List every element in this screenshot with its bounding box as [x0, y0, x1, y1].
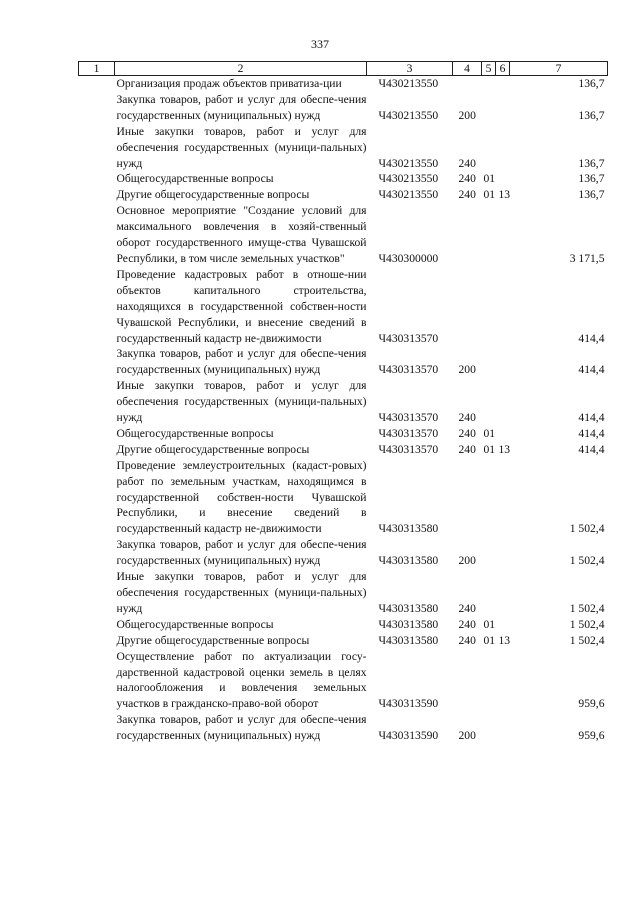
row-name-text: Закупка товаров, работ и услуг для обеспе-чения государственных (муниципальных) нужд	[116, 347, 367, 377]
cell-col-1	[79, 92, 115, 124]
row-name	[115, 569, 367, 617]
table-row	[79, 171, 608, 187]
row-subsection	[496, 458, 510, 538]
header-col-1: 1	[79, 62, 115, 76]
header-col-5: 5	[482, 62, 496, 76]
header-row	[79, 62, 608, 76]
row-section	[482, 267, 496, 347]
row-amount: 136,7	[578, 188, 605, 202]
row-amount: 136,7	[578, 77, 605, 90]
table-row	[79, 649, 608, 713]
row-code: Ч430313590	[378, 729, 439, 743]
row-name-text: Осуществление работ по актуализации госу-дарственной кадастровой оценки земель в целях налогообложения и вовлечения земельных участков в гражданско-право-вой оборот	[116, 649, 367, 711]
table-header	[79, 62, 608, 76]
row-name-text: Иные закупки товаров, работ и услуг для обеспечения государственных (муници-пальных) нужд	[116, 124, 367, 170]
row-section	[482, 537, 496, 569]
row-amount: 414,4	[578, 363, 605, 377]
row-name-text: Закупка товаров, работ и услуг для обеспе-чения государственных (муниципальных) нужд	[116, 538, 367, 568]
header-col-3: 3	[367, 62, 453, 76]
cell-col-1	[79, 171, 115, 187]
row-expense-type	[453, 267, 482, 347]
table-row	[79, 617, 608, 633]
row-code: Ч430213550	[378, 77, 439, 90]
table-row	[79, 458, 608, 538]
row-expense-type: 240	[458, 601, 476, 615]
row-expense-type: 200	[458, 108, 476, 122]
row-name	[115, 426, 367, 442]
row-name-text: Другие общегосударственные вопросы	[116, 442, 310, 456]
row-section: 01	[483, 172, 496, 186]
row-code: Ч430313570	[378, 426, 439, 440]
row-amount: 1 502,4	[569, 601, 605, 615]
row-expense-type	[453, 458, 482, 538]
row-expense-type: 240	[458, 442, 476, 456]
row-code: Ч430300000	[378, 251, 439, 265]
row-code: Ч430213550	[378, 172, 439, 186]
budget-table	[78, 61, 608, 744]
cell-col-1	[79, 617, 115, 633]
row-name	[115, 712, 367, 744]
header-col-2: 2	[115, 62, 367, 76]
row-section: 01	[483, 426, 496, 440]
row-section	[482, 378, 496, 426]
header-col-4: 4	[453, 62, 482, 76]
row-subsection	[496, 649, 510, 713]
table-row	[79, 346, 608, 378]
row-expense-type	[453, 203, 482, 267]
cell-col-1	[79, 649, 115, 713]
row-subsection	[496, 267, 510, 347]
row-code: Ч430313570	[378, 442, 439, 456]
cell-col-1	[79, 633, 115, 649]
row-name	[115, 649, 367, 713]
row-expense-type: 200	[458, 363, 476, 377]
row-code: Ч430213550	[378, 156, 439, 170]
row-expense-type: 200	[458, 729, 476, 743]
row-name-text: Иные закупки товаров, работ и услуг для обеспечения государственных (муници-пальных) нужд	[116, 379, 367, 425]
row-name-text: Проведение кадастровых работ в отноше-нии объектов капитального строительства, находящихся в государственной собствен-ности Чувашской Республики, и внесение сведений в государственный кадастр не-движимости	[116, 267, 367, 345]
row-amount: 136,7	[578, 172, 605, 186]
cell-col-1	[79, 203, 115, 267]
row-section	[482, 124, 496, 172]
row-amount: 414,4	[578, 331, 605, 345]
cell-col-1	[79, 76, 115, 92]
row-code: Ч430313570	[378, 331, 439, 345]
row-name-text: Общегосударственные вопросы	[116, 172, 274, 186]
row-name-text: Закупка товаров, работ и услуг для обеспе-чения государственных (муниципальных) нужд	[116, 713, 367, 743]
row-name-text: Общегосударственные вопросы	[116, 426, 274, 440]
row-code: Ч430313580	[378, 633, 439, 647]
row-section	[482, 76, 496, 92]
row-subsection	[496, 76, 510, 92]
row-name-text: Другие общегосударственные вопросы	[116, 188, 310, 202]
table-row	[79, 76, 608, 92]
table-row	[79, 712, 608, 744]
table-row	[79, 378, 608, 426]
row-code: Ч430313580	[378, 617, 439, 631]
cell-col-1	[79, 712, 115, 744]
row-section: 01	[483, 633, 496, 647]
row-subsection: 13	[498, 188, 511, 202]
table-row	[79, 92, 608, 124]
row-subsection	[496, 537, 510, 569]
row-subsection	[496, 92, 510, 124]
cell-col-1	[79, 426, 115, 442]
row-name	[115, 458, 367, 538]
row-expense-type: 240	[458, 188, 476, 202]
row-code: Ч430313590	[378, 697, 439, 711]
cell-col-1	[79, 442, 115, 458]
cell-col-1	[79, 537, 115, 569]
row-amount: 3 171,5	[569, 251, 605, 265]
row-name	[115, 378, 367, 426]
row-code: Ч430313580	[378, 601, 439, 615]
page-number: 337	[311, 37, 329, 51]
row-name	[115, 76, 367, 92]
row-name	[115, 617, 367, 633]
row-expense-type: 240	[458, 633, 476, 647]
row-name	[115, 187, 367, 203]
row-section	[482, 92, 496, 124]
row-name-text: Общегосударственные вопросы	[116, 617, 274, 631]
row-code: Ч430313570	[378, 363, 439, 377]
row-section	[482, 346, 496, 378]
row-amount: 959,6	[578, 697, 605, 711]
table-row	[79, 187, 608, 203]
row-amount: 1 502,4	[569, 617, 605, 631]
row-expense-type	[453, 649, 482, 713]
row-expense-type: 240	[458, 172, 476, 186]
row-code: Ч430213550	[378, 108, 439, 122]
row-name	[115, 633, 367, 649]
row-name	[115, 171, 367, 187]
row-expense-type: 240	[458, 617, 476, 631]
row-amount: 414,4	[578, 411, 605, 425]
row-section	[482, 712, 496, 744]
row-name	[115, 92, 367, 124]
row-amount: 414,4	[578, 426, 605, 440]
cell-col-1	[79, 187, 115, 203]
row-subsection	[496, 426, 510, 442]
row-name-text: Организация продаж объектов приватиза-ции	[116, 77, 342, 90]
row-section: 01	[483, 188, 496, 202]
row-expense-type: 240	[458, 411, 476, 425]
row-name	[115, 267, 367, 347]
row-amount: 1 502,4	[569, 554, 605, 568]
table-row	[79, 267, 608, 347]
cell-col-1	[79, 346, 115, 378]
row-name-text: Проведение землеустроительных (кадаст-ровых) работ по земельным участкам, находящимся в государственной собствен-ности Чувашской Республики, и внесение сведений в государственный кадастр не-движимости	[116, 458, 367, 536]
row-subsection	[496, 346, 510, 378]
row-expense-type: 240	[458, 426, 476, 440]
row-subsection	[496, 569, 510, 617]
row-name	[115, 442, 367, 458]
row-code: Ч430313580	[378, 522, 439, 536]
table-row	[79, 569, 608, 617]
row-subsection	[496, 203, 510, 267]
row-section	[482, 649, 496, 713]
row-amount: 414,4	[578, 442, 605, 456]
row-name	[115, 124, 367, 172]
row-amount: 136,7	[578, 108, 605, 122]
table-row	[79, 537, 608, 569]
cell-col-1	[79, 267, 115, 347]
row-section	[482, 203, 496, 267]
row-code: Ч430213550	[378, 188, 439, 202]
row-code: Ч430313570	[378, 411, 439, 425]
row-subsection	[496, 617, 510, 633]
row-section: 01	[483, 442, 496, 456]
row-name	[115, 203, 367, 267]
header-col-7: 7	[510, 62, 608, 76]
table-row	[79, 633, 608, 649]
row-subsection: 13	[498, 633, 511, 647]
row-name	[115, 537, 367, 569]
row-section	[482, 569, 496, 617]
row-name-text: Другие общегосударственные вопросы	[116, 633, 310, 647]
row-amount: 1 502,4	[569, 522, 605, 536]
cell-col-1	[79, 124, 115, 172]
table-row	[79, 442, 608, 458]
row-name-text: Иные закупки товаров, работ и услуг для обеспечения государственных (муници-пальных) нужд	[116, 570, 367, 615]
row-subsection	[496, 712, 510, 744]
row-amount: 1 502,4	[569, 633, 605, 647]
row-expense-type	[453, 76, 482, 92]
row-name-text: Основное мероприятие "Создание условий для максимального вовлечения в хозяй-ственный оборот государственного имуще-ства Чувашской Республики, в том числе земельных участков"	[116, 204, 367, 265]
row-subsection	[496, 171, 510, 187]
cell-col-1	[79, 569, 115, 617]
table-body	[79, 76, 608, 745]
row-section	[482, 458, 496, 538]
row-amount: 136,7	[578, 156, 605, 170]
row-expense-type: 240	[458, 156, 476, 170]
cell-col-1	[79, 458, 115, 538]
row-expense-type: 200	[458, 554, 476, 568]
header-col-6: 6	[496, 62, 510, 76]
table-row	[79, 426, 608, 442]
row-subsection: 13	[498, 442, 511, 456]
table-row	[79, 124, 608, 172]
row-subsection	[496, 378, 510, 426]
row-name-text: Закупка товаров, работ и услуг для обеспе-чения государственных (муниципальных) нужд	[116, 92, 367, 122]
row-section: 01	[483, 617, 496, 631]
row-subsection	[496, 124, 510, 172]
row-code: Ч430313580	[378, 554, 439, 568]
table-row	[79, 203, 608, 267]
cell-col-1	[79, 378, 115, 426]
row-name	[115, 346, 367, 378]
row-amount: 959,6	[578, 729, 605, 743]
